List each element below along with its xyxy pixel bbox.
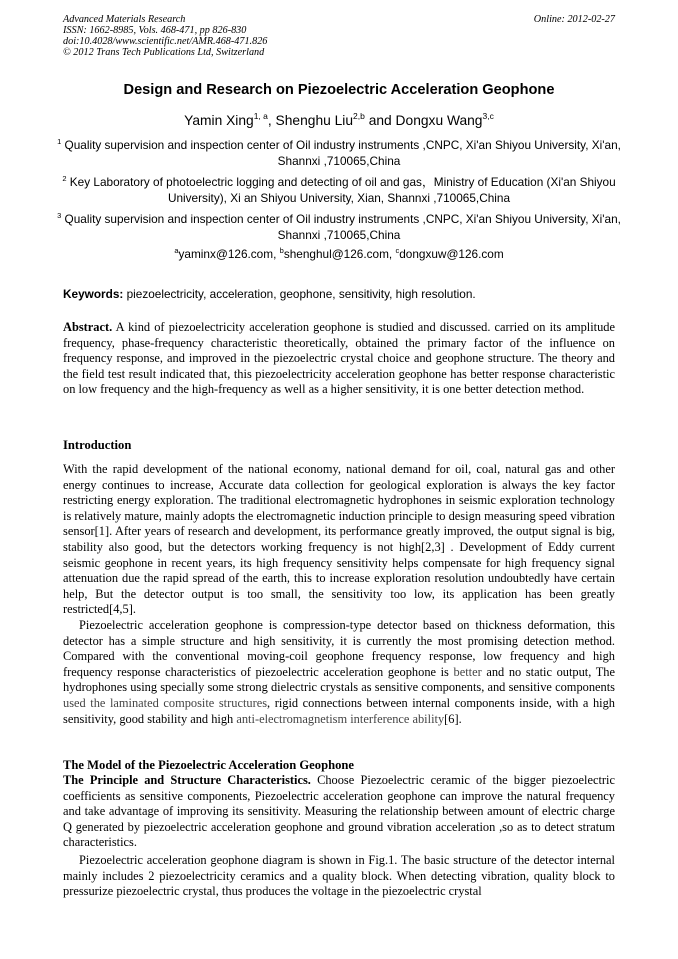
affiliation-text: Quality supervision and inspection center of Oil industry instruments ,CNPC, Xi'an Shiyou University, Xi'an, Shannxi ,710065,China — [61, 212, 621, 242]
keywords — [63, 286, 615, 302]
paragraph-text: Piezoelectric acceleration geophone is compression-type detector based on thickness deformation, this detector has a simple structure and high sensitivity, it is currently the most promising detection method. Compared with the conventional moving-coil geophone frequency response, low frequency and high frequency response characteristics of piezoelectric acceleration geophone is — [63, 618, 615, 679]
email-sup: b — [279, 246, 284, 255]
affiliation-2 — [40, 174, 638, 206]
affiliation-text: Key Laboratory of photoelectric logging and detecting of oil and gas，Ministry of Education (Xi'an Shiyou University), Xi an Shiyou University, Xian, Shannxi ,710065,China — [66, 175, 616, 205]
author-sup: 2,b — [353, 111, 365, 121]
author-sup: 3,c — [482, 111, 494, 121]
header-meta — [63, 14, 267, 58]
paragraph-text: Choose Piezoelectric ceramic of the bigger piezoelectric coefficients as sensitive components, Piezoelectric acceleration geophone can improve the natural frequency and take advantage of improving its sensitivity. Measuring the relationship between amount of electric charge Q generated by piezoelectric acceleration geophone and ground vibration acceleration ,so as to detect stratum characteristics. — [63, 773, 615, 850]
email-address: dongxuw@126.com — [399, 247, 504, 261]
issn-line: ISSN: 1662-8985, Vols. 468-471, pp 826-830 — [63, 25, 247, 36]
email-address: shenghul@126.com, — [283, 247, 396, 261]
email-sup: c — [395, 246, 400, 255]
affiliation-sup: 2 — [62, 174, 67, 183]
introduction-heading: Introduction — [63, 438, 132, 452]
affiliation-sup: 1 — [57, 137, 62, 146]
email-sup: a — [174, 246, 179, 255]
keywords-label: Keywords: — [63, 287, 124, 301]
journal-name: Advanced Materials Research — [63, 14, 186, 25]
abstract — [63, 320, 615, 398]
paragraph-text: Piezoelectric acceleration geophone diagram is shown in Fig.1. The basic structure of the detector internal mainly includes 2 piezoelectricity ceramics and a quality block. When detecting vibration, quality block to pressurize piezoelectric crystal, thus produces the voltage in the piezoelectric crystal — [63, 853, 615, 899]
abstract-text: A kind of piezoelectricity acceleration geophone is studied and discussed. carried on its amplitude frequency, phase-frequency characteristic theoretically, obtained the primary factor of the influence on frequency response, and improved in the piezoelectric crystal choice and geophone structure. The theory and the field test result indicated that, this piezoelectricity acceleration geophone has better response characteristic on low frequency and the high-frequency as well as a higher sensitivity, it is one better detection method. — [63, 320, 615, 397]
author-name: and Dongxu Wang — [364, 113, 483, 128]
paragraph-text: used the laminated composite structures — [63, 695, 268, 710]
abstract-label: Abstract. — [63, 320, 113, 334]
paragraph-text: anti-electromagnetism interference ability — [236, 711, 445, 726]
copyright-line: © 2012 Trans Tech Publications Ltd, Switzerland — [63, 47, 265, 58]
model-paragraph-1 — [63, 773, 615, 851]
keywords-text: piezoelectricity, acceleration, geophone, sensitivity, high resolution. — [123, 287, 476, 301]
model-heading: The Model of the Piezoelectric Acceleration Geophone — [63, 758, 354, 772]
introduction-paragraph-2 — [63, 618, 615, 727]
paragraph-text: better — [453, 664, 482, 679]
paper-title: Design and Research on Piezoelectric Acceleration Geophone — [123, 82, 555, 98]
model-paragraph-2 — [63, 853, 615, 900]
affiliation-sup: 3 — [57, 211, 62, 220]
paragraph-text: , rigid connections between internal components inside, with a high sensitivity, good stability and high — [63, 695, 615, 726]
paragraph-text: and no static output, The hydrophones using specially some strong dielectric crystals as sensitive components, and sensitive components — [63, 664, 615, 695]
email-address: yaminx@126.com, — [178, 247, 280, 261]
email-line — [40, 246, 638, 262]
affiliation-text: Quality supervision and inspection center of Oil industry instruments ,CNPC, Xi'an Shiyou University, Xi'an, Shannxi ,710065,China — [61, 138, 621, 168]
paragraph-text: [6]. — [444, 711, 462, 726]
author-sup: 1, a — [253, 111, 268, 121]
online-date: Online: 2012-02-27 — [533, 14, 615, 25]
doi-line: doi:10.4028/www.scientific.net/AMR.468-471.826 — [63, 36, 268, 47]
subsection-label: The Principle and Structure Characteristics. — [63, 773, 311, 787]
author-name: , Shenghu Liu — [267, 113, 354, 128]
author-name: Yamin Xing — [184, 113, 254, 128]
affiliation-1 — [55, 137, 623, 169]
affiliation-3 — [55, 211, 623, 243]
author-line — [40, 112, 638, 130]
introduction-paragraph-1: With the rapid development of the national economy, national demand for oil, coal, natural gas and other energy continues to increase, Accurate data collection for geological exploration is always the key factor restricting energy exploration. The traditional electromagnetic hydrophones in seismic exploration technology is relatively mature, mainly adopts the electromagnetic induction principle to design measuring speed vibration sensor[1]. After years of research and development, its performance greatly improved, the output signal is big, stability also good, but the detectors working frequency is not high[2,3] . Development of Eddy current seismic geophone in recent years, its high frequency sensitivity helps compensate for high frequency signal attenuation due the rapid spread of the earth, this to increase exploration resolution undoubtedly have certain help, But the detector output is too small, the sensitivity too low, its application has been greatly restricted[4,5]. — [63, 462, 615, 617]
